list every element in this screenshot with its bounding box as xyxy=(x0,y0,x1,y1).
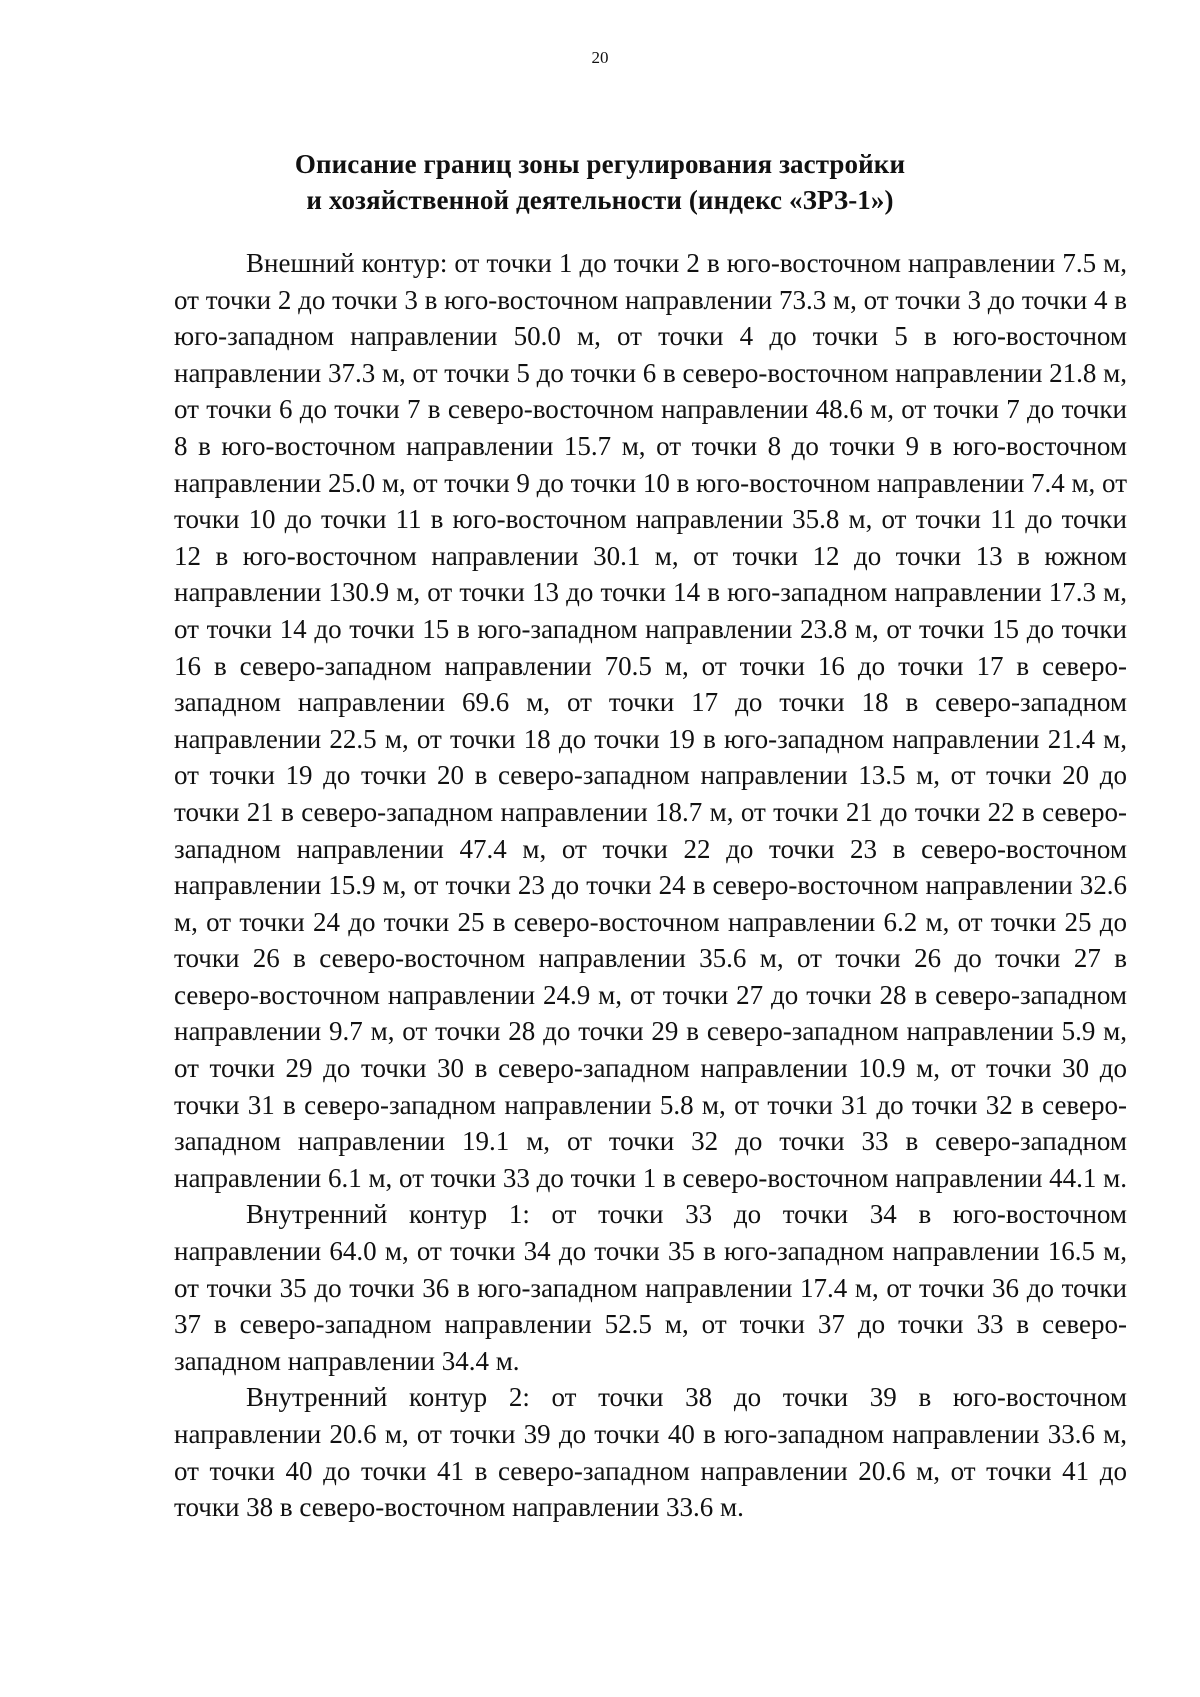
document-title xyxy=(220,146,980,218)
document-body xyxy=(174,245,1127,1526)
page-number: 20 xyxy=(591,48,609,67)
paragraph-inner-contour-1: Внутренний контур 1: от точки 33 до точки 34 в юго-восточном направлении 64.0 м, от точки 34 до точки 35 в юго-западном направлении 16.5 м, от точки 35 до точки 36 в юго-западном направлении 17.4 м, от точки 36 до точки 37 в северо-западном направлении 52.5 м, от точки 37 до точки 33 в северо-западном направлении 34.4 м. xyxy=(174,1199,1127,1376)
title-line-2: и хозяйственной деятельности (индекс «ЗРЗ-1») xyxy=(306,185,894,215)
paragraph-inner-contour-2: Внутренний контур 2: от точки 38 до точки 39 в юго-восточном направлении 20.6 м, от точки 39 до точки 40 в юго-западном направлении 33.6 м, от точки 40 до точки 41 в северо-западном направлении 20.6 м, от точки 41 до точки 38 в северо-восточном направлении 33.6 м. xyxy=(174,1382,1127,1523)
title-line-1: Описание границ зоны регулирования застройки xyxy=(294,149,906,179)
paragraph-outer-contour: Внешний контур: от точки 1 до точки 2 в юго-восточном направлении 7.5 м, от точки 2 до точки 3 в юго-восточном направлении 73.3 м, от точки 3 до точки 4 в юго-западном направлении 50.0 м, от точки 4 до точки 5 в юго-восточном направлении 37.3 м, от точки 5 до точки 6 в северо-восточном направлении 21.8 м, от точки 6 до точки 7 в северо-восточном направлении 48.6 м, от точки 7 до точки 8 в юго-восточном направлении 15.7 м, от точки 8 до точки 9 в юго-восточном направлении 25.0 м, от точки 9 до точки 10 в юго-восточном направлении 7.4 м, от точки 10 до точки 11 в юго-восточном направлении 35.8 м, от точки 11 до точки 12 в юго-восточном направлении 30.1 м, от точки 12 до точки 13 в южном направлении 130.9 м, от точки 13 до точки 14 в юго-западном направлении 17.3 м, от точки 14 до точки 15 в юго-западном направлении 23.8 м, от точки 15 до точки 16 в северо-западном направлении 70.5 м, от точки 16 до точки 17 в северо-западном направлении 69.6 м, от точки 17 до точки 18 в северо-западном направлении 22.5 м, от точки 18 до точки 19 в юго-западном направлении 21.4 м, от точки 19 до точки 20 в северо-западном направлении 13.5 м, от точки 20 до точки 21 в северо-западном направлении 18.7 м, от точки 21 до точки 22 в северо-западном направлении 47.4 м, от точки 22 до точки 23 в северо-восточном направлении 15.9 м, от точки 23 до точки 24 в северо-восточном направлении 32.6 м, от точки 24 до точки 25 в северо-восточном направлении 6.2 м, от точки 25 до точки 26 в северо-восточном направлении 35.6 м, от точки 26 до точки 27 в северо-восточном направлении 24.9 м, от точки 27 до точки 28 в северо-западном направлении 9.7 м, от точки 28 до точки 29 в северо-западном направлении 5.9 м, от точки 29 до точки 30 в северо-западном направлении 10.9 м, от точки 30 до точки 31 в северо-западном направлении 5.8 м, от точки 31 до точки 32 в северо-западном направлении 19.1 м, от точки 32 до точки 33 в северо-западном направлении 6.1 м, от точки 33 до точки 1 в северо-восточном направлении 44.1 м. xyxy=(174,248,1127,1193)
